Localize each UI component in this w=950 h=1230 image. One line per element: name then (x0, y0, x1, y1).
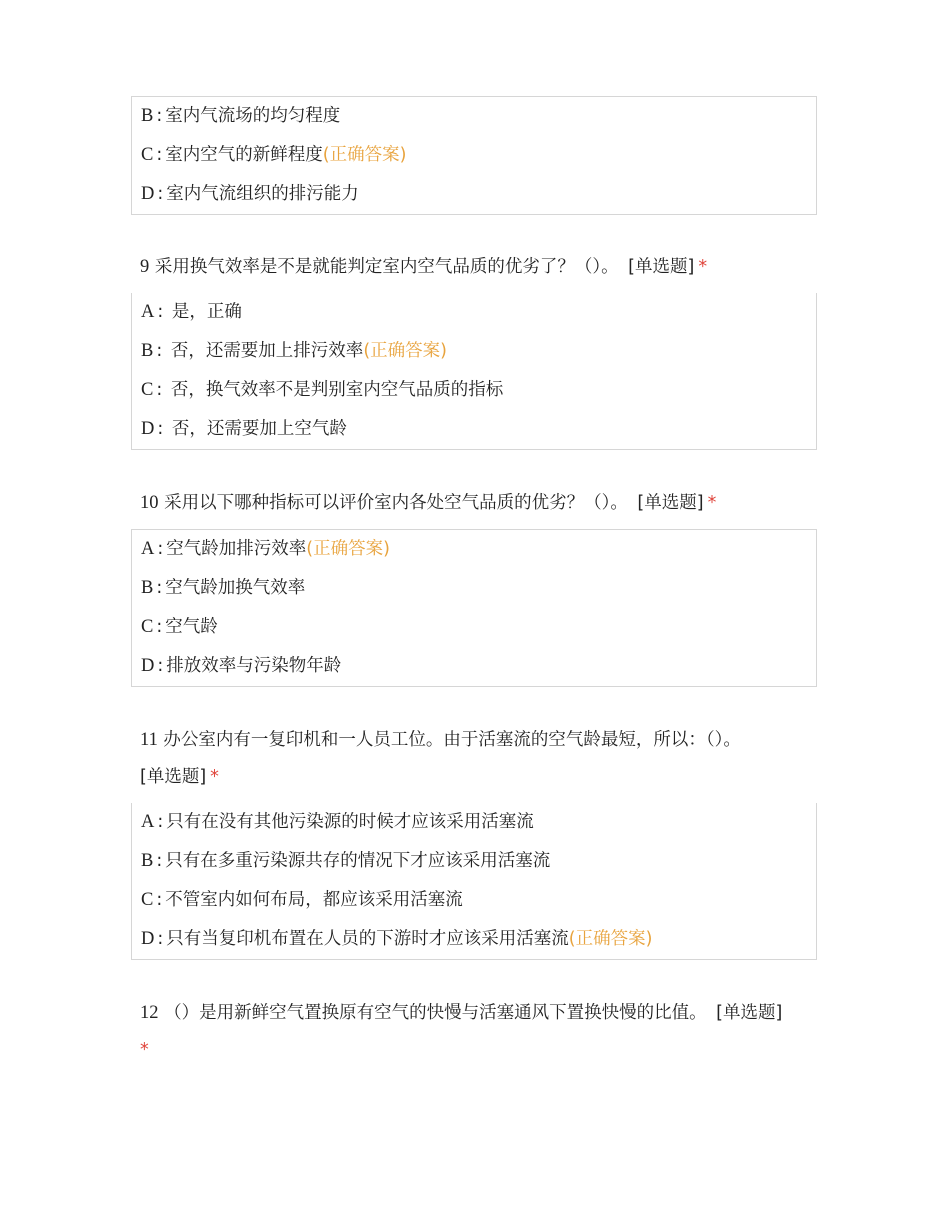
option-text: 只有在没有其他污染源的时候才应该采用活塞流 (166, 812, 534, 832)
option-letter: B (141, 106, 154, 126)
option-letter: C (141, 617, 154, 637)
q11-option-d[interactable]: D : 只有当复印机布置在人员的下游时才应该采用活塞流(正确答案) (141, 929, 653, 949)
q10-question (140, 485, 830, 522)
question-number: 11 (140, 730, 158, 750)
q8-option-b[interactable]: B : 室内气流场的均匀程度 (141, 106, 341, 126)
q11-option-c[interactable]: C : 不管室内如何布局，都应该采用活塞流 (141, 890, 463, 910)
option-letter: C (141, 145, 154, 165)
option-text: 空气龄加排污效率 (166, 539, 307, 559)
correct-answer-tag: (正确答案) (322, 145, 407, 165)
question-number: 10 (140, 493, 159, 513)
option-text: 是，正确 (166, 302, 242, 322)
question-text: （）是用新鲜空气置换原有空气的快慢与活塞通风下置换快慢的比值。 (164, 1003, 707, 1023)
option-text: 空气龄加换气效率 (165, 578, 306, 598)
required-mark: * (210, 767, 219, 787)
q11-question (140, 722, 830, 796)
option-letter: B (141, 851, 154, 871)
option-letter: D (141, 419, 155, 439)
question-type: [单选题] (628, 257, 695, 277)
option-letter: C (141, 890, 154, 910)
option-letter: A (141, 812, 155, 832)
question-text: 办公室内有一复印机和一人员工位。由于活塞流的空气龄最短，所以：（）。 (163, 730, 741, 750)
option-text: 不管室内如何布局，都应该采用活塞流 (165, 890, 463, 910)
q10-option-b[interactable]: B : 空气龄加换气效率 (141, 578, 306, 598)
option-letter: B (141, 578, 154, 598)
option-letter: B (141, 341, 154, 361)
correct-answer-tag: (正确答案) (306, 539, 390, 559)
q10-options-box (131, 529, 817, 687)
question-text: 采用换气效率是不是就能判定室内空气品质的优劣了？（）。 (154, 257, 619, 277)
q9-question (140, 249, 830, 286)
question-number: 9 (140, 257, 150, 277)
option-text: 否，换气效率不是判别室内空气品质的指标 (165, 380, 504, 400)
q12-question (140, 995, 830, 1069)
q10-option-a[interactable]: A : 空气龄加排污效率(正确答案) (141, 539, 390, 559)
option-text: 只有在多重污染源共存的情况下才应该采用活塞流 (165, 851, 551, 871)
option-text: 室内空气的新鲜程度 (165, 145, 323, 165)
correct-answer-tag: (正确答案) (568, 929, 653, 949)
option-letter: D (141, 929, 155, 949)
q9-option-a[interactable]: A : 是，正确 (141, 302, 242, 322)
question-type: [单选题] (637, 493, 704, 513)
q9-options-box (131, 293, 817, 450)
q10-option-c[interactable]: C : 空气龄 (141, 617, 218, 637)
q8-option-c[interactable]: C : 室内空气的新鲜程度(正确答案) (141, 145, 407, 165)
q10-option-d[interactable]: D : 排放效率与污染物年龄 (141, 656, 342, 676)
option-letter: C (141, 380, 154, 400)
q11-options-box (131, 803, 817, 960)
option-text: 排放效率与污染物年龄 (166, 656, 342, 676)
question-type: [单选题] (716, 1003, 783, 1023)
q11-option-b[interactable]: B : 只有在多重污染源共存的情况下才应该采用活塞流 (141, 851, 551, 871)
q8-options-box (131, 96, 817, 215)
option-text: 室内气流组织的排污能力 (166, 184, 359, 204)
question-text: 采用以下哪种指标可以评价室内各处空气品质的优劣？（）。 (164, 493, 628, 513)
option-letter: A (141, 302, 155, 322)
option-text: 室内气流场的均匀程度 (165, 106, 341, 126)
option-text: 否，还需要加上空气龄 (166, 419, 347, 439)
required-mark: * (698, 257, 708, 277)
question-type: [单选题] (140, 767, 207, 787)
correct-answer-tag: (正确答案) (363, 341, 447, 361)
option-text: 否，还需要加上排污效率 (165, 341, 364, 361)
q9-option-b[interactable]: B : 否，还需要加上排污效率(正确答案) (141, 341, 447, 361)
required-mark: * (140, 1040, 149, 1060)
q11-option-a[interactable]: A : 只有在没有其他污染源的时候才应该采用活塞流 (141, 812, 534, 832)
q9-option-d[interactable]: D : 否，还需要加上空气龄 (141, 419, 347, 439)
option-letter: D (141, 184, 155, 204)
option-letter: D (141, 656, 155, 676)
option-text: 空气龄 (165, 617, 218, 637)
q9-option-c[interactable]: C : 否，换气效率不是判别室内空气品质的指标 (141, 380, 504, 400)
question-number: 12 (140, 1003, 159, 1023)
option-text: 只有当复印机布置在人员的下游时才应该采用活塞流 (166, 929, 569, 949)
required-mark: * (707, 493, 717, 513)
option-letter: A (141, 539, 155, 559)
q8-option-d[interactable]: D : 室内气流组织的排污能力 (141, 184, 359, 204)
